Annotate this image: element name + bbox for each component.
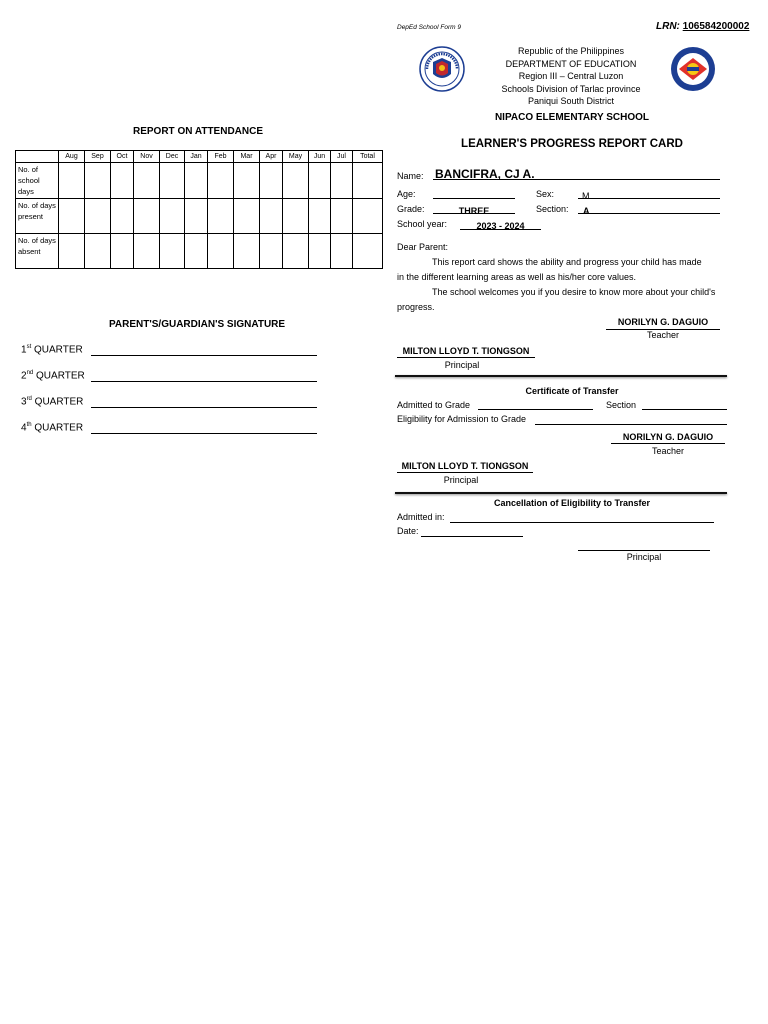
table-row <box>16 234 383 269</box>
learner-name: BANCIFRA, CJ A. <box>435 167 535 181</box>
lrn-value: 106584200002 <box>682 21 750 32</box>
transfer-title: Certificate of Transfer <box>525 386 619 396</box>
month-header: Mar <box>234 151 260 163</box>
month-header: Jun <box>309 151 331 163</box>
row-label: No. of school days <box>16 163 59 199</box>
transfer-eligibility-field[interactable] <box>535 414 727 425</box>
quarter-1-signature-line[interactable] <box>91 343 317 356</box>
form-name: DepEd School Form 9 <box>397 24 461 31</box>
sex-value: M <box>582 191 590 201</box>
quarter-4-signature-line[interactable] <box>91 421 317 434</box>
letter-p1a: This report card shows the ability and progress your child has made <box>432 257 702 267</box>
month-header: Total <box>353 151 383 163</box>
month-header: Dec <box>160 151 185 163</box>
grade-value: THREE <box>458 206 490 216</box>
age-label: Age: <box>397 189 416 199</box>
transfer-teacher-role: Teacher <box>651 446 685 456</box>
transfer-eligibility-label: Eligibility for Admission to Grade <box>397 414 527 424</box>
transfer-principal-signature: MILTON LLOYD T. TIONGSON <box>397 461 533 473</box>
attendance-table <box>15 150 383 269</box>
letter-greeting: Dear Parent: <box>397 242 449 252</box>
principal-role: Principal <box>444 360 480 370</box>
letter-p2b: progress. <box>397 302 435 312</box>
row-label: No. of days present <box>16 199 59 234</box>
month-header: Sep <box>85 151 111 163</box>
transfer-teacher-signature: NORILYN G. DAGUIO <box>611 432 725 444</box>
month-header: Aug <box>59 151 85 163</box>
lrn <box>656 21 749 32</box>
grade-label: Grade: <box>397 204 425 214</box>
transfer-admitted-label: Admitted to Grade <box>397 400 471 410</box>
grade-field <box>433 202 515 214</box>
division-seal-icon <box>669 46 717 97</box>
deped-seal-icon <box>419 46 465 97</box>
signature-title: PARENT'S/GUARDIAN'S SIGNATURE <box>109 319 286 330</box>
teacher-signature: NORILYN G. DAGUIO <box>606 317 720 330</box>
page-title: LEARNER'S PROGRESS REPORT CARD <box>461 138 683 150</box>
school-year-value: 2023 - 2024 <box>476 221 525 231</box>
school-name: NIPACO ELEMENTARY SCHOOL <box>494 112 650 123</box>
cancel-date-label: Date: <box>397 526 419 536</box>
month-header: Feb <box>208 151 234 163</box>
section-label: Section: <box>536 204 569 214</box>
month-header: Jan <box>185 151 208 163</box>
school-year-label: School year: <box>397 219 448 229</box>
age-field <box>433 187 515 199</box>
quarter-4-label: 4th QUARTER <box>21 422 84 434</box>
teacher-role: Teacher <box>646 330 680 340</box>
section-divider <box>395 492 727 494</box>
agency-header: Republic of the Philippines DEPARTMENT OF EDUCATION Region III – Central Luzon Schools Division of Tarlac province Paniqui South District <box>501 46 641 106</box>
school-year-field <box>460 217 541 230</box>
cancel-principal-role: Principal <box>626 552 662 562</box>
transfer-admitted-field[interactable] <box>478 399 593 410</box>
section-divider <box>395 375 727 377</box>
transfer-section-label: Section <box>606 400 637 410</box>
quarter-2-label: 2nd QUARTER <box>21 370 85 382</box>
attendance-title: REPORT ON ATTENDANCE <box>133 126 263 137</box>
table-row <box>16 199 383 234</box>
attendance-corner <box>16 151 59 163</box>
letter-p1b: in the different learning areas as well as his/her core values. <box>397 272 636 282</box>
letter-p2a: The school welcomes you if you desire to know more about your child's <box>432 287 716 297</box>
cancel-admitted-field[interactable] <box>450 512 714 523</box>
month-header: Jul <box>331 151 353 163</box>
attendance-header-row <box>16 151 383 163</box>
name-label: Name: <box>397 171 424 181</box>
principal-signature: MILTON LLOYD T. TIONGSON <box>397 346 535 358</box>
row-label: No. of days absent <box>16 234 59 269</box>
sex-label: Sex: <box>536 189 555 199</box>
cancel-admitted-label: Admitted in: <box>397 512 445 522</box>
transfer-principal-role: Principal <box>443 475 479 485</box>
month-header: Nov <box>134 151 160 163</box>
section-value: A <box>583 206 590 216</box>
quarter-1-label: 1st QUARTER <box>21 344 83 356</box>
section-field <box>578 202 720 214</box>
name-field <box>433 167 720 180</box>
cancel-title: Cancellation of Eligibility to Transfer <box>493 498 651 508</box>
month-header: May <box>283 151 309 163</box>
month-header: Apr <box>260 151 283 163</box>
table-row <box>16 163 383 199</box>
quarter-3-signature-line[interactable] <box>91 395 317 408</box>
quarter-3-label: 3rd QUARTER <box>21 396 84 408</box>
cancel-date-field[interactable] <box>421 526 523 537</box>
sex-field <box>578 187 720 199</box>
lrn-label: LRN: <box>656 21 680 32</box>
quarter-2-signature-line[interactable] <box>91 369 317 382</box>
cancel-principal-signature-line[interactable] <box>578 540 710 551</box>
month-header: Oct <box>111 151 134 163</box>
transfer-section-field[interactable] <box>642 399 727 410</box>
